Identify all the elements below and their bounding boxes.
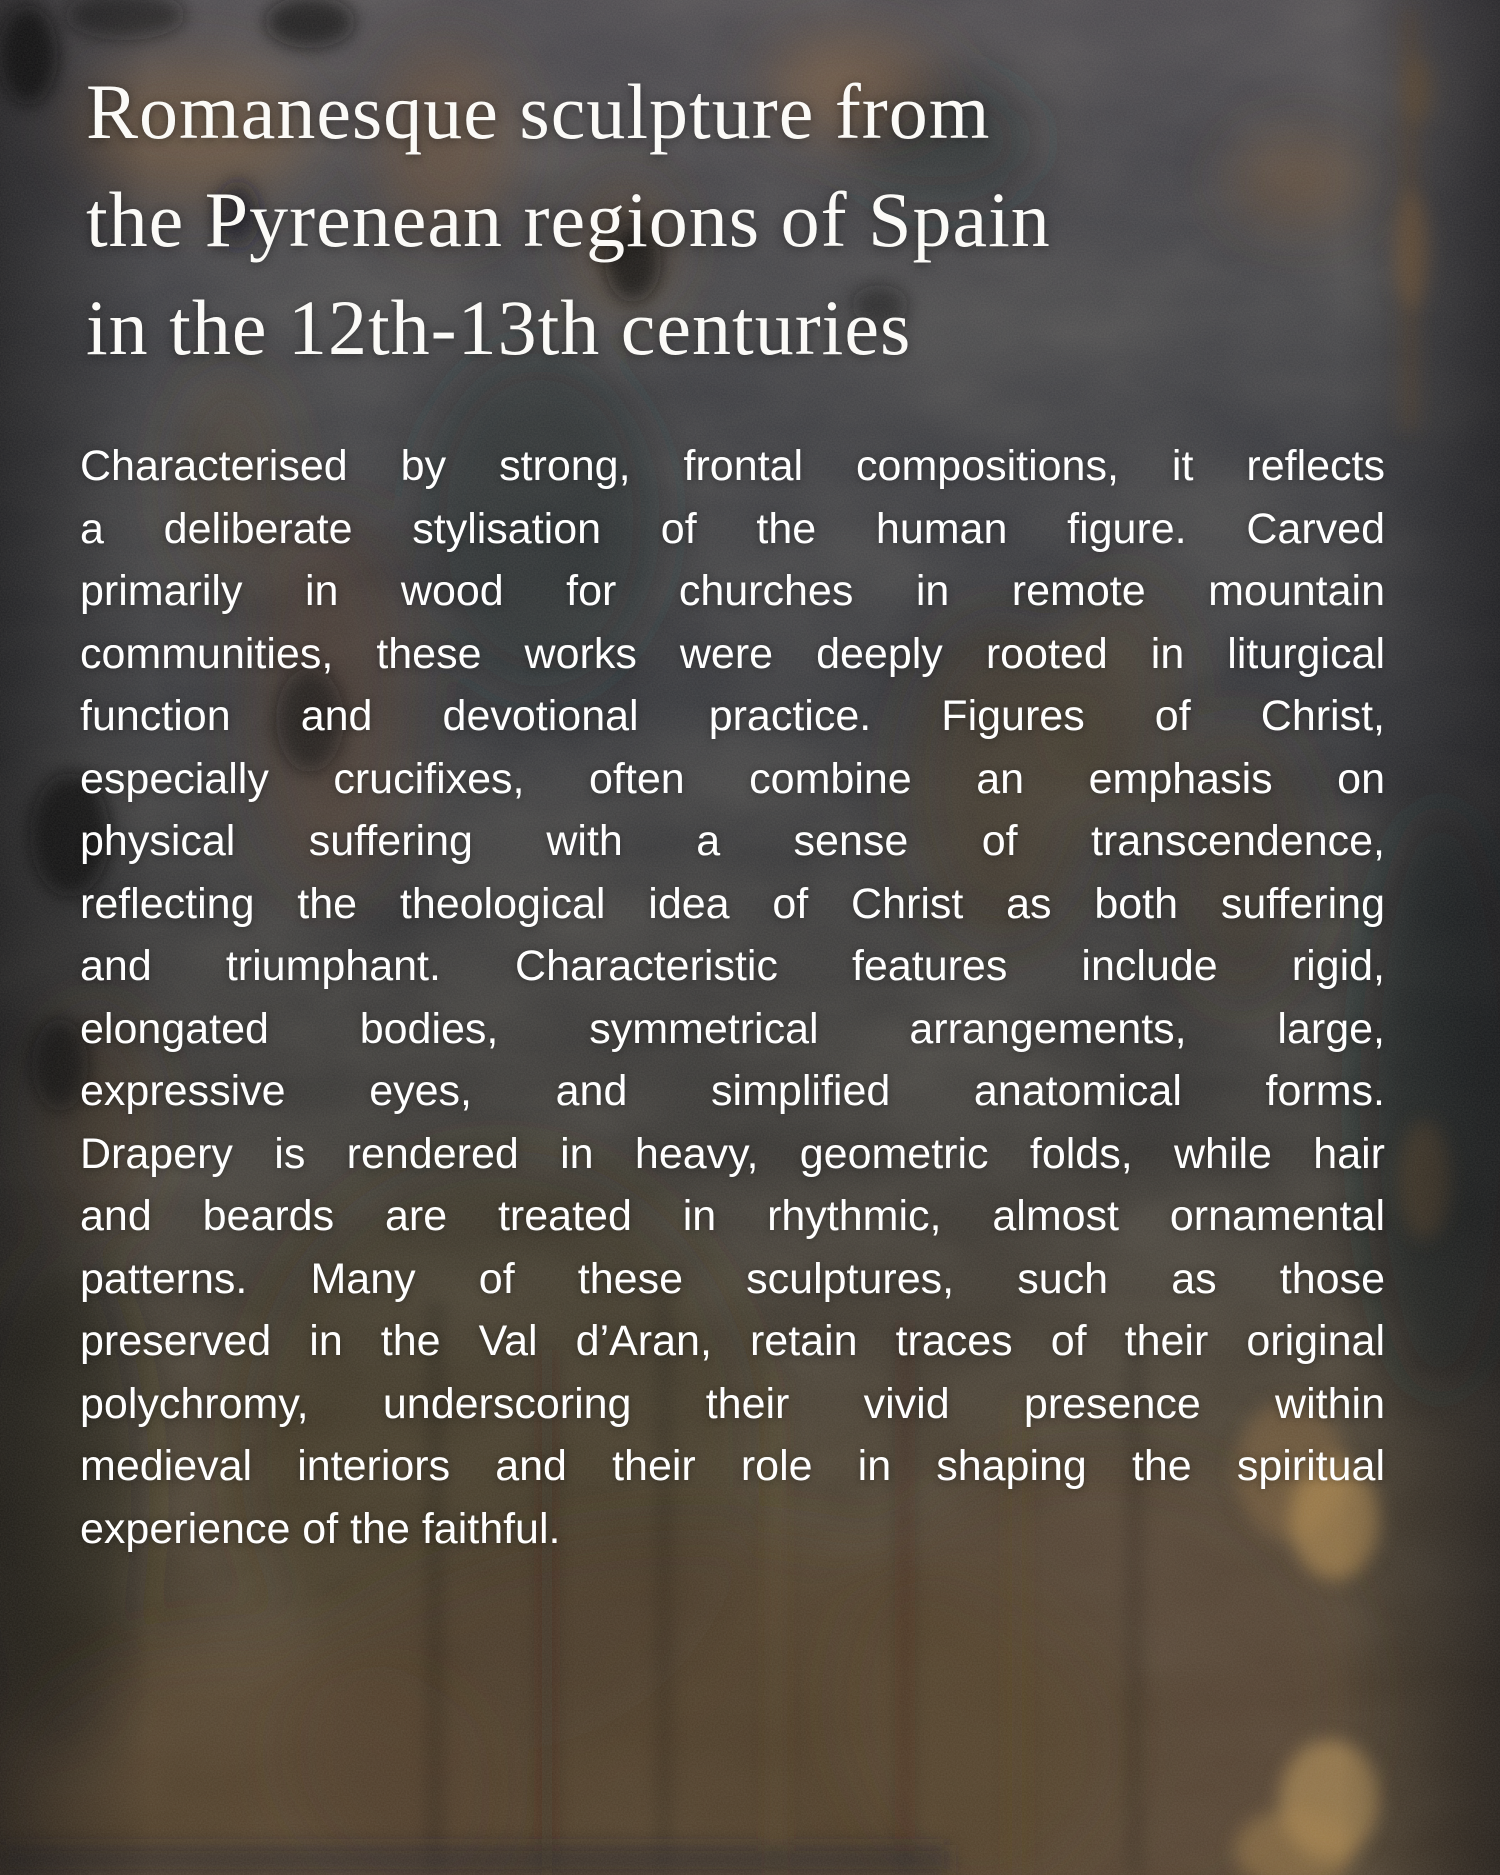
description-line: especially crucifixes, often combine an emphasis on <box>80 754 1385 803</box>
page-title-line: Romanesque sculpture from <box>86 68 991 155</box>
page-title-line: in the 12th-13th centuries <box>86 284 912 371</box>
description-line: Characterised by strong, frontal compositions, it reflects <box>80 442 1385 490</box>
description-line: communities, these works were deeply rooted in liturgical <box>80 629 1385 678</box>
description-line: Drapery is rendered in heavy, geometric folds, while hair <box>80 1129 1385 1178</box>
description-line: experience of the faithful. <box>80 1504 561 1553</box>
description-line: function and devotional practice. Figures of Christ, <box>80 692 1385 740</box>
description-line: polychromy, underscoring their vivid presence within <box>80 1379 1385 1428</box>
description-line: patterns. Many of these sculptures, such as those <box>80 1254 1385 1303</box>
text-content <box>80 0 1385 1560</box>
description-line: primarily in wood for churches in remote mountain <box>80 567 1385 615</box>
description-line: and triumphant. Characteristic features include rigid, <box>80 942 1385 990</box>
description-line: reflecting the theological idea of Christ as both suffering <box>80 879 1385 928</box>
description-line: preserved in the Val d’Aran, retain traces of their original <box>80 1317 1385 1365</box>
description-line: medieval interiors and their role in shaping the spiritual <box>80 1442 1385 1490</box>
description-line: elongated bodies, symmetrical arrangements, large, <box>80 1004 1385 1053</box>
description-line: expressive eyes, and simplified anatomical forms. <box>80 1067 1385 1115</box>
description-line: physical suffering with a sense of transcendence, <box>80 817 1385 865</box>
description-paragraph <box>80 435 1385 1560</box>
description-line: a deliberate stylisation of the human figure. Carved <box>80 504 1385 553</box>
page-title <box>80 0 1385 382</box>
page-title-line: the Pyrenean regions of Spain <box>86 176 1051 263</box>
description-line: and beards are treated in rhythmic, almost ornamental <box>80 1192 1385 1240</box>
